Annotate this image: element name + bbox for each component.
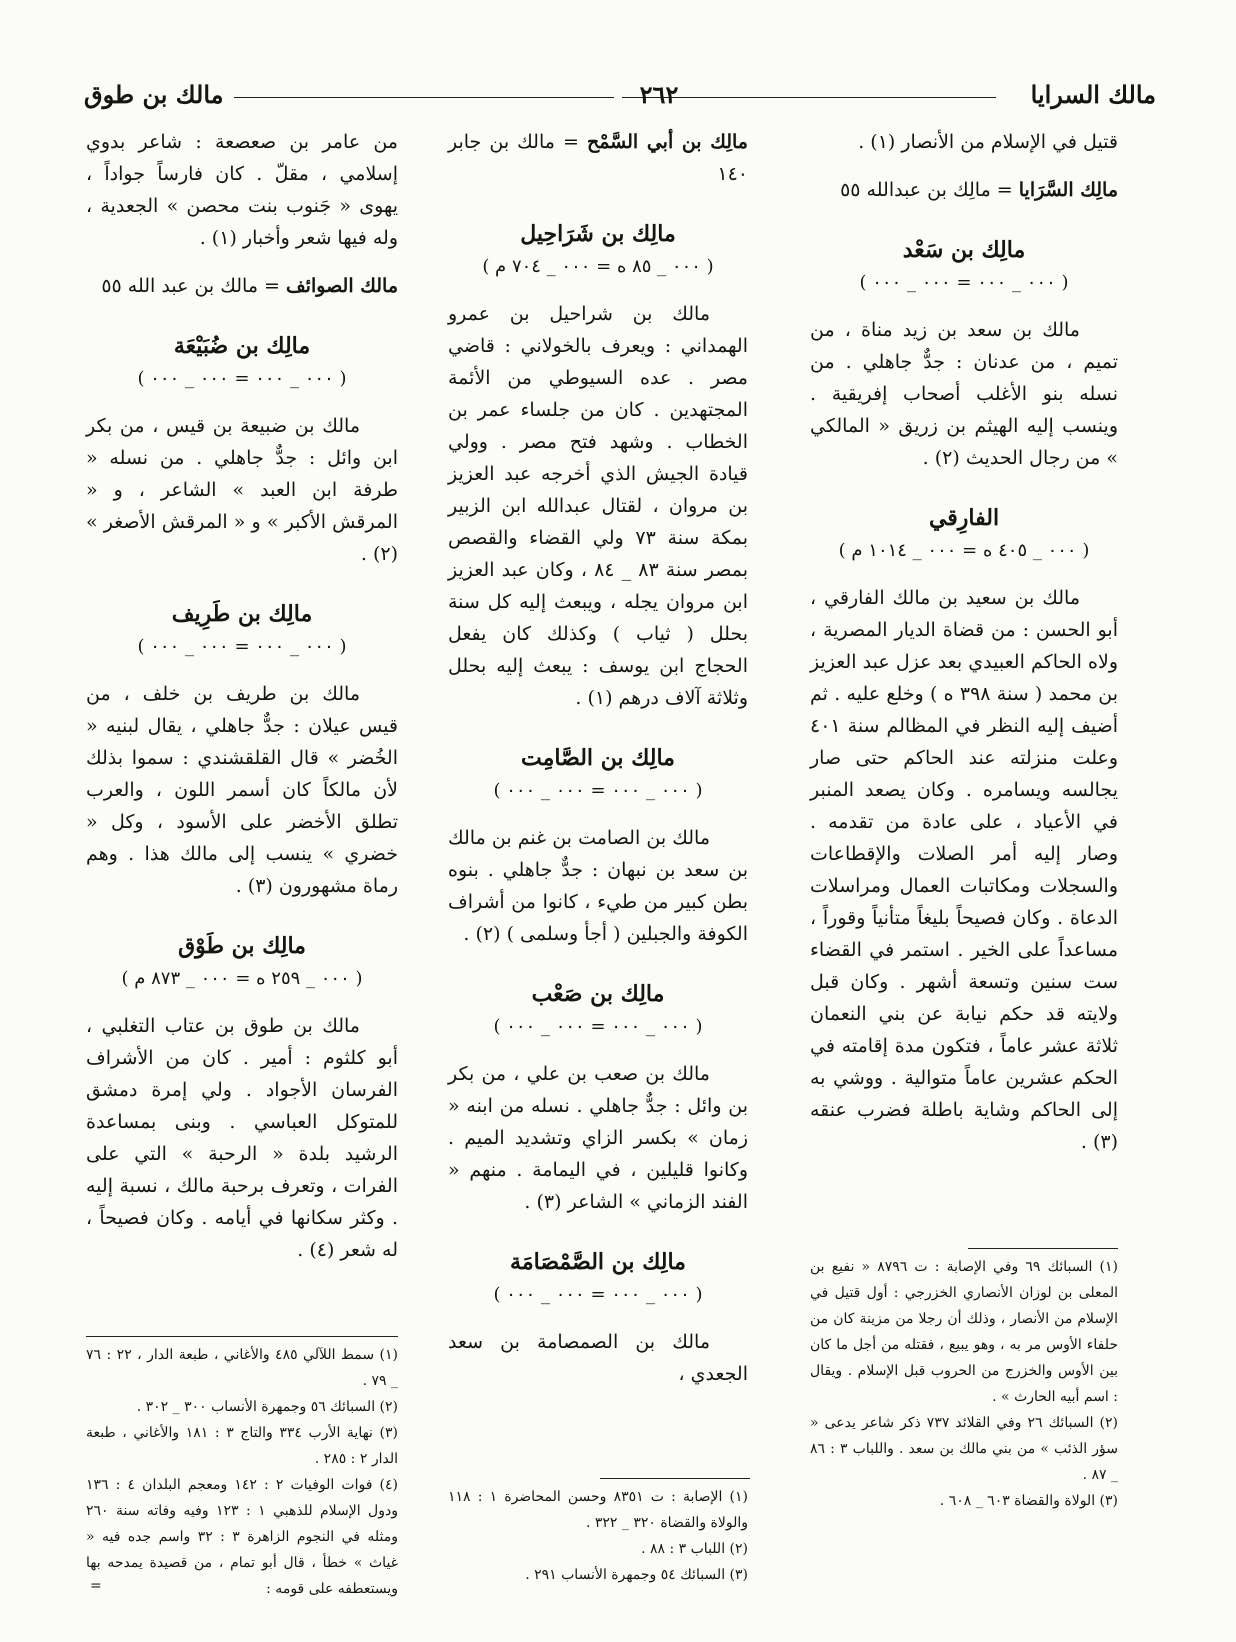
xref-al-sawaif-name: مالك الصوائف [286, 275, 398, 297]
entry-text-malik-ibn-dubayah: مالك بن ضبيعة بن قيس ، من بكر ابن وائل : جدٌّ جاهلي . من نسله « طرفة ابن العبد » الشاعر ، و « المرقش الأكبر » و « المرقش الأصغر » (٢) . [86, 415, 398, 565]
entry-dates-malik-ibn-al-samit: ( ٠٠٠ _ ٠٠٠ = ٠٠٠ _ ٠٠٠ ) [493, 780, 703, 801]
entry-dates-malik-ibn-sharahil: ( ٠٠٠ _ ٨٥ ه = ٠٠٠ _ ٧٠٤ م ) [482, 256, 714, 277]
entry-heading-malik-ibn-dubayah: مالِك بن ضُبَيْعَة [173, 333, 311, 359]
right-footnote-2: (٢) السبائك ٢٦ وفي القلائد ٧٣٧ ذكر شاعر يدعى « سؤر الذئب » من بني مالك بن سعد . واللباب ٣ : ٨٦ _ ٨٧ . [810, 1415, 1118, 1483]
middle-footnotes [448, 1484, 748, 1588]
right-footnote-1: (١) السبائك ٦٩ وفي الإصابة : ت ٨٧٩٦ « نفيع بن المعلى بن لوزان الأنصاري الخزرجي : أول قتيل في الإسلام من الأنصار ، وذلك أن رجلا من مزينة كان من حلفاء الأوس مر به ، وهو يبيع ، فقتله من أجل ما كان بين الأوس والخزرج من الحروب قبل الإسلام . ويقال : اسم أبيه الحارث » . [810, 1259, 1118, 1405]
entry-text-malik-ibn-al-samsama: مالك بن الصمصامة بن سعد الجعدي ، [448, 1331, 748, 1385]
xref-al-sawaif [86, 270, 398, 302]
left-footnote-4: (٤) فوات الوفيات ٢ : ١٤٢ ومعجم البلدان ٤ : ١٣٦ ودول الإسلام للذهبي ١ : ١٢٣ وفيه وفاته سنة ٢٦٠ ومثله في النجوم الزاهرة ٣ : ٣٢ واسم جده فيه « غياث » خطأ ، قال أبو تمام ، من قصيدة يمدحه بها ويستعطفه على قومه : [86, 1477, 398, 1597]
middle-footnote-1: (١) الإصابة : ت ٨٣٥١ وحسن المحاضرة ١ : ١١٨ والولاة والقضاة ٣٢٠ _ ٣٢٢ . [448, 1489, 748, 1531]
entry-text-malik-ibn-sad: مالك بن سعد بن زيد مناة ، من تميم ، من عدنان : جدٌّ جاهلي . من نسله بنو الأغلب أصحاب إفريقية . وينسب إليه الهيثم بن زريق « المالكي » من رجال الحديث (٢) . [810, 319, 1118, 469]
entry-dates-malik-ibn-dubayah: ( ٠٠٠ _ ٠٠٠ = ٠٠٠ _ ٠٠٠ ) [137, 368, 347, 389]
entry-dates-malik-ibn-al-samsama: ( ٠٠٠ _ ٠٠٠ = ٠٠٠ _ ٠٠٠ ) [493, 1284, 703, 1305]
entry-text-malik-ibn-sab: مالك بن صعب بن علي ، من بكر بن وائل : جدٌّ جاهلي . نسله من ابنه « زمان » بكسر الزاي وتشديد الميم . وكانوا قليلين ، في اليمامة . منهم « الفند الزماني » الشاعر (٣) . [448, 1063, 748, 1213]
running-header [84, 80, 1156, 116]
middle-column [448, 126, 748, 1390]
middle-footnote-2: (٢) اللباب ٣ : ٨٨ . [641, 1541, 748, 1557]
left-continuation-text: من عامر بن صعصعة : شاعر بدوي إسلامي ، مقلّ . كان فارساً جواداً ، يهوى « جَنوب بنت محصن » الجعدية ، وله فيها شعر وأخبار (١) . [86, 131, 398, 249]
xref-abi-al-samh-target: = مالك بن جابر ١٤٠ [448, 131, 748, 185]
right-footnotes [810, 1254, 1118, 1514]
entry-heading-malik-ibn-sharahil: مالِك بن شَرَاحِيل [520, 221, 676, 247]
entry-heading-malik-ibn-al-samsama: مالِك بن الصَّمْصَامَة [510, 1249, 686, 1275]
entry-heading-malik-ibn-tawq: مالِك بن طَوْق [178, 933, 306, 959]
xref-saraya-name: مالِك السَّرَايا [1018, 179, 1118, 201]
left-column [86, 126, 398, 1266]
xref-abi-al-samh-name: مالِك بن أبي السَّمْح [586, 131, 748, 153]
left-footnote-3: (٣) نهاية الأرب ٣٣٤ والتاج ٣ : ١٨١ والأغاني ، طبعة الدار ٢ : ٢٨٥ . [86, 1425, 398, 1467]
entry-dates-malik-ibn-tarif: ( ٠٠٠ _ ٠٠٠ = ٠٠٠ _ ٠٠٠ ) [137, 636, 347, 657]
left-footnote-1: (١) سمط اللآلي ٤٨٥ والأغاني ، طبعة الدار ، ٢٢ : ٧٦ _ ٧٩ . [86, 1347, 398, 1389]
left-footnote-2: (٢) السبائك ٥٦ وجمهرة الأنساب ٣٠٠ _ ٣٠٢ . [136, 1399, 398, 1415]
xref-abi-al-samh [448, 126, 748, 190]
entry-dates-malik-ibn-sad: ( ٠٠٠ _ ٠٠٠ = ٠٠٠ _ ٠٠٠ ) [859, 272, 1069, 293]
header-rule-left [234, 97, 614, 98]
right-intro-text: قتيل في الإسلام من الأنصار (١) . [858, 131, 1118, 153]
entry-text-malik-ibn-tawq: مالك بن طوق بن عتاب التغلبي ، أبو كلثوم : أمير . كان من الأشراف الفرسان الأجواد . ولي إمرة دمشق للمتوكل العباسي . وبنى بمساعدة الرشيد بلدة « الرحبة » التي على الفرات ، وتعرف برحبة مالك ، نسبة إليه . وكثر سكانها في أيامه . وكان فصيحاً ، له شعر (٤) . [86, 1015, 398, 1261]
entry-heading-malik-ibn-sab: مالِك بن صَعْب [531, 981, 665, 1007]
header-right-title: مالك السرايا [1030, 80, 1156, 109]
right-footnote-3: (٣) الولاة والقضاة ٦٠٣ _ ٦٠٨ . [939, 1493, 1118, 1509]
entry-heading-malik-ibn-tarif: مالِك بن طَرِيف [171, 601, 313, 627]
entry-text-al-fariqi: مالك بن سعيد بن مالك الفارقي ، أبو الحسن : من قضاة الديار المصرية ، ولاه الحاكم العبيدي بعد عزل عبد العزيز بن محمد ( سنة ٣٩٨ ه ) وخلع عليه . ثم أضيف إليه النظر في المظالم سنة ٤٠١ وعلت منزلته عند الحاكم حتى صار يجالسه ويسامره . وكان يصعد المنبر في الأعياد ، على عادة من تقدمه . وصار إليه أمر الصلات والإقطاعات والسجلات ومكاتبات العمال ومراسلات الدعاة . وكان فصيحاً بليغاً متأنياً وقوراً ، مساعداً على الخير . استمر في القضاء ست سنين وتسعة أشهر . وكان قبل ولايته قد حكم نيابة عن بني النعمان ثلاثة عشر عاماً ، فتكون مدة إقامته في الحكم عشرين عاماً متوالية . ووشي به إلى الحاكم وشاية باطلة فضرب عنقه (٣) . [810, 587, 1119, 1153]
middle-footnote-rule [600, 1478, 750, 1479]
entry-heading-al-fariqi: الفارِقي [928, 505, 1000, 531]
header-left-title: مالك بن طوق [84, 80, 224, 109]
middle-footnote-3: (٣) السبائك ٥٤ وجمهرة الأنساب ٢٩١ . [525, 1567, 748, 1583]
continuation-mark: = [90, 1578, 102, 1594]
xref-al-sawaif-target: = مالك بن عبد الله ٥٥ [101, 275, 280, 297]
entry-dates-malik-ibn-tawq: ( ٠٠٠ _ ٢٥٩ ه = ٠٠٠ _ ٨٧٣ م ) [121, 968, 363, 989]
xref-saraya-target: = مالِك بن عبدالله ٥٥ [840, 179, 1013, 201]
page-number: ٢٦٢ [639, 80, 679, 109]
entry-heading-malik-ibn-sad: مالِك بن سَعْد [902, 237, 1026, 263]
entry-text-malik-ibn-sharahil: مالك بن شراحيل بن عمرو الهمداني : ويعرف بالخولاني : قاضي مصر . عده السيوطي من الأئمة المجتهدين . كان من جلساء عمر بن الخطاب . وشهد فتح مصر . وولي قيادة الجيش الذي أخرجه عبد العزيز بن مروان ، لقتال عبدالله ابن الزبير بمكة سنة ٧٣ ولي القضاء والقصص بمصر سنة ٨٣ _ ٨٤ ، وكان عبد العزيز ابن مروان يجله ، ويبعث إليه كل سنة بحلل ( ثياب ) وكذلك كان يفعل الحجاج ابن يوسف : يبعث إليه بحلل وثلاثة آلاف درهم (١) . [448, 303, 749, 709]
left-footnotes [86, 1342, 398, 1602]
left-footnote-rule [86, 1336, 398, 1337]
entry-dates-malik-ibn-sab: ( ٠٠٠ _ ٠٠٠ = ٠٠٠ _ ٠٠٠ ) [493, 1016, 703, 1037]
entry-heading-malik-ibn-al-samit: مالِك بن الصَّامِت [521, 745, 675, 771]
entry-dates-al-fariqi: ( ٠٠٠ _ ٤٠٥ ه = ٠٠٠ _ ١٠١٤ م ) [838, 540, 1090, 561]
entry-text-malik-ibn-al-samit: مالك بن الصامت بن غنم بن مالك بن سعد بن نبهان : جدٌّ جاهلي . بنوه بطن كبير من طيء ، كانوا من أشراف الكوفة والجبلين ( أجأ وسلمى ) (٢) . [448, 827, 748, 945]
right-footnote-rule [968, 1248, 1118, 1249]
right-column [810, 126, 1118, 1158]
entry-text-malik-ibn-tarif: مالك بن طريف بن خلف ، من قيس عيلان : جدٌّ جاهلي ، يقال لبنيه « الخُضر » قال القلقشندي : سموا بذلك لأن مالكاً كان أسمر اللون ، والعرب تطلق الأخضر على الأسود ، وكل « خضري » ينسب إلى مالك هذا . وهم رماة مشهورون (٣) . [86, 683, 398, 897]
xref-saraya [810, 174, 1118, 206]
